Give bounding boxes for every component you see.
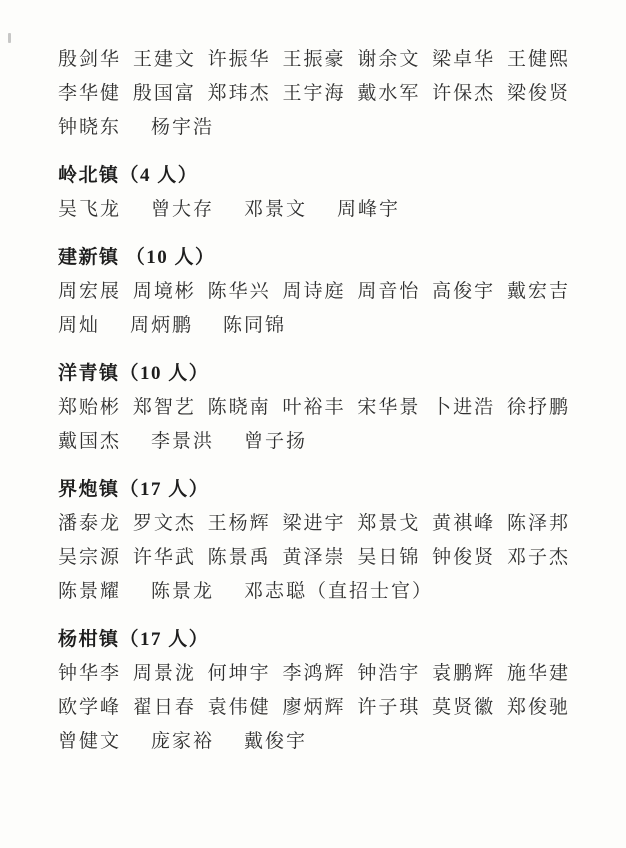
name-line [58,538,570,572]
town-section [58,470,570,606]
person-name: 何坤宇 [207,662,271,684]
town-section [58,156,570,224]
person-name: 吴宗源 [58,546,122,568]
person-name: 李景洪 [151,430,215,452]
person-name: 周诗庭 [282,280,346,302]
person-name: 吴日锦 [357,546,421,568]
name-line [58,572,570,606]
person-name: 周灿 [58,314,101,336]
person-name: 郑智艺 [132,396,196,418]
town-section [58,620,570,756]
person-name: 徐抒鹏 [506,396,570,418]
person-name: 邓志聪（直招士官） [244,580,434,602]
person-name: 陈景禹 [207,546,271,568]
name-line [58,654,570,688]
name-line [58,722,570,756]
person-name: 陈景龙 [151,580,215,602]
person-name: 曾子扬 [244,430,308,452]
person-name: 袁伟健 [207,696,271,718]
person-name: 陈晓南 [207,396,271,418]
person-name: 梁俊贤 [506,82,570,104]
person-name: 宋华景 [357,396,421,418]
name-line [58,306,570,340]
name-line [58,108,570,142]
name-line [58,190,570,224]
name-line [58,74,570,108]
person-name: 钟华李 [58,662,122,684]
person-name: 潘泰龙 [58,512,122,534]
town-section-title: 杨柑镇（17 人） [58,628,210,650]
town-section [58,238,570,340]
person-name: 戴水军 [357,82,421,104]
person-name: 王健熙 [506,48,570,70]
person-name: 周景泷 [132,662,196,684]
name-line [58,40,570,74]
person-name: 李华健 [58,82,122,104]
person-name: 欧学峰 [58,696,122,718]
person-name: 邓子杰 [506,546,570,568]
scan-noise-speck [8,33,11,43]
person-name: 钟晓东 [58,116,122,138]
person-name: 戴国杰 [58,430,122,452]
person-name: 郑玮杰 [207,82,271,104]
person-name: 翟日春 [132,696,196,718]
person-name: 钟浩宇 [357,662,421,684]
person-name: 许保杰 [432,82,496,104]
name-line [58,422,570,456]
person-name: 邓景文 [244,198,308,220]
name-line [58,388,570,422]
person-name: 陈华兴 [207,280,271,302]
person-name: 梁卓华 [432,48,496,70]
person-name: 周宏展 [58,280,122,302]
person-name: 谢余文 [357,48,421,70]
person-name: 李鸿辉 [282,662,346,684]
person-name: 梁进宇 [282,512,346,534]
person-name: 卜进浩 [432,396,496,418]
person-name: 黄泽崇 [282,546,346,568]
town-section [58,40,570,142]
person-name: 王振豪 [282,48,346,70]
person-name: 郑贻彬 [58,396,122,418]
person-name: 王建文 [132,48,196,70]
town-section-title: 建新镇 （10 人） [58,246,216,268]
person-name: 曾大存 [151,198,215,220]
person-name: 廖炳辉 [282,696,346,718]
person-name: 陈同锦 [223,314,287,336]
person-name: 王宇海 [282,82,346,104]
town-section-title: 界炮镇（17 人） [58,478,210,500]
person-name: 陈泽邦 [506,512,570,534]
person-name: 许振华 [207,48,271,70]
person-name: 杨宇浩 [151,116,215,138]
person-name: 庞家裕 [151,730,215,752]
person-name: 郑景戈 [357,512,421,534]
person-name: 王杨辉 [207,512,271,534]
person-name: 罗文杰 [132,512,196,534]
person-name: 许华武 [132,546,196,568]
person-name: 施华建 [506,662,570,684]
person-name: 郑俊驰 [506,696,570,718]
town-section [58,354,570,456]
person-name: 莫贤徽 [432,696,496,718]
person-name: 戴俊宇 [244,730,308,752]
person-name: 殷剑华 [58,48,122,70]
person-name: 殷国富 [132,82,196,104]
name-line [58,504,570,538]
town-section-title: 洋青镇（10 人） [58,362,210,384]
person-name: 黄祺峰 [432,512,496,534]
person-name: 许子琪 [357,696,421,718]
person-name: 周音怡 [357,280,421,302]
person-name: 周峰宇 [337,198,401,220]
person-name: 叶裕丰 [282,396,346,418]
name-line [58,272,570,306]
person-name: 高俊宇 [432,280,496,302]
person-name: 袁鹏辉 [432,662,496,684]
person-name: 戴宏吉 [506,280,570,302]
person-name: 周境彬 [132,280,196,302]
person-name: 陈景耀 [58,580,122,602]
person-name: 周炳鹏 [130,314,194,336]
name-line [58,688,570,722]
person-name: 曾健文 [58,730,122,752]
person-name: 吴飞龙 [58,198,122,220]
name-roster [58,40,570,756]
person-name: 钟俊贤 [432,546,496,568]
town-section-title: 岭北镇（4 人） [58,164,199,186]
